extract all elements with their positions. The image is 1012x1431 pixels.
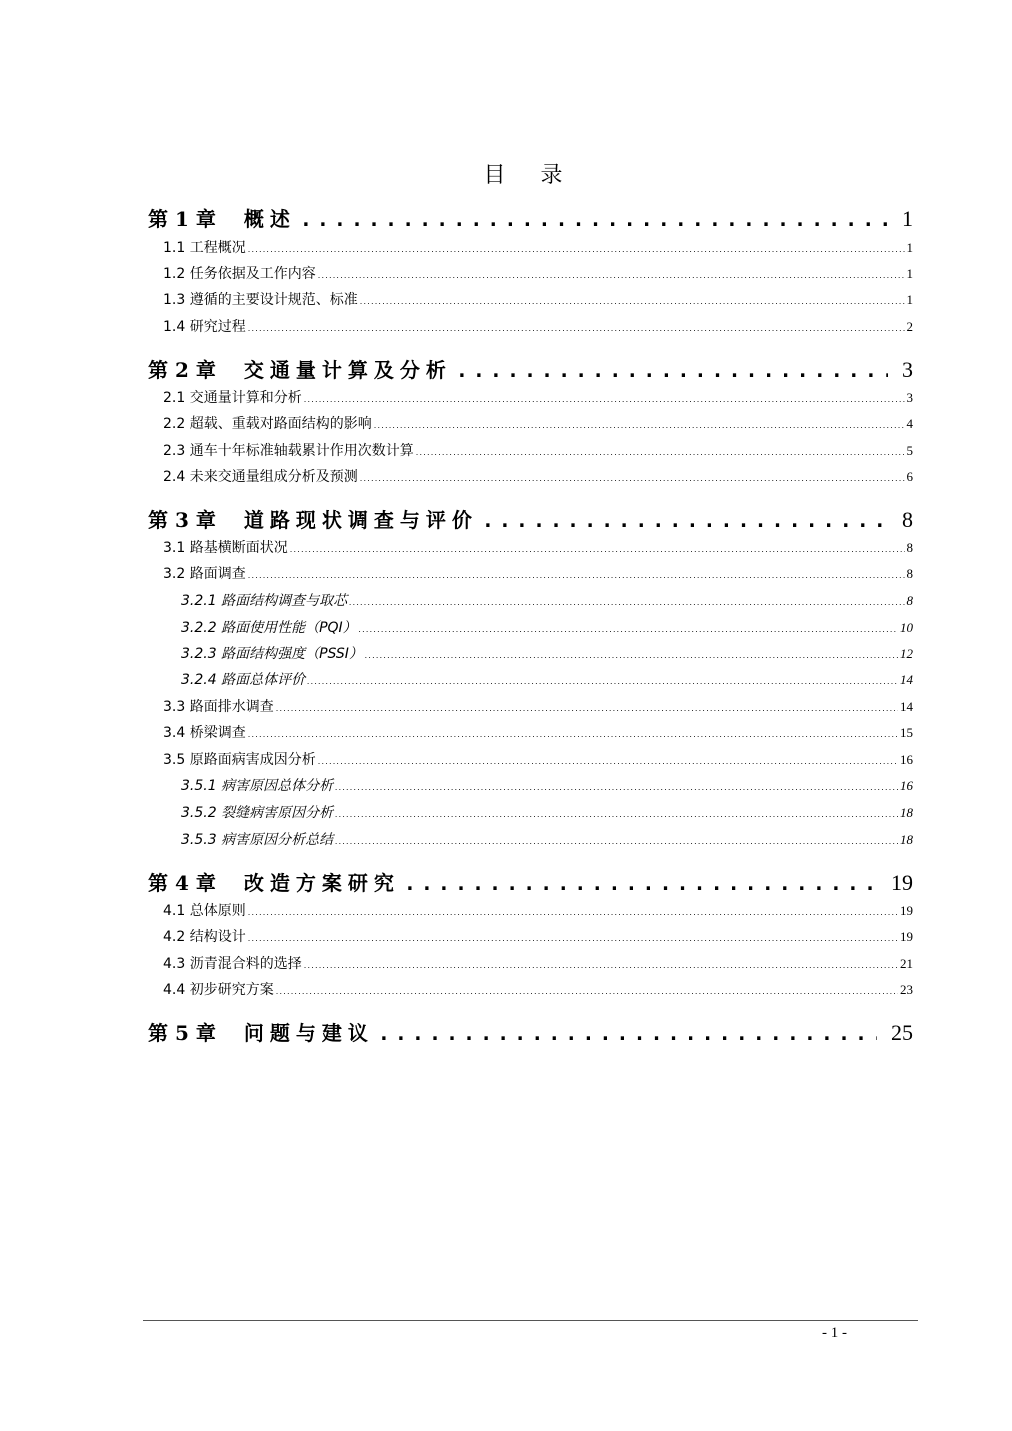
dot-leader bbox=[360, 474, 905, 483]
chapter-title: 交通量计算及分析 bbox=[243, 358, 452, 382]
entry-page-number: 19 bbox=[900, 903, 913, 918]
entry-page-number: 3 bbox=[902, 357, 913, 382]
toc-subsection-entry[interactable] bbox=[181, 802, 913, 824]
entry-title: 4.2 结构设计 bbox=[163, 929, 246, 945]
page-title: 目 录 bbox=[483, 163, 577, 188]
dot-leader bbox=[248, 571, 905, 580]
entry-title: 1.1 工程概况 bbox=[163, 240, 246, 256]
toc-section-entry[interactable] bbox=[163, 537, 913, 559]
entry-page-number: 1 bbox=[902, 206, 913, 231]
toc-subsection-entry[interactable] bbox=[181, 775, 913, 797]
entry-page-number: 19 bbox=[891, 870, 913, 895]
chapter-title: 道路现状调查与评价 bbox=[243, 508, 478, 532]
toc-section-entry[interactable] bbox=[163, 696, 913, 718]
entry-page-number: 4 bbox=[906, 416, 913, 431]
dot-leader bbox=[248, 245, 905, 254]
entry-page-number: 25 bbox=[891, 1020, 913, 1045]
entry-title: 3.2 路面调查 bbox=[163, 566, 246, 582]
toc-chapter-entry[interactable] bbox=[148, 203, 913, 233]
entry-page-number: 16 bbox=[900, 752, 913, 767]
toc-section-entry[interactable] bbox=[163, 387, 913, 409]
toc-subsection-entry[interactable] bbox=[181, 669, 913, 691]
chapter-label: 第 5 章 bbox=[148, 1021, 216, 1045]
dot-leader bbox=[482, 508, 888, 532]
dot-leader bbox=[304, 395, 905, 404]
entry-page-number: 6 bbox=[906, 469, 913, 484]
entry-page-number: 8 bbox=[906, 540, 913, 555]
entry-title: 2.4 未来交通量组成分析及预测 bbox=[163, 469, 358, 485]
toc-subsection-entry[interactable] bbox=[181, 829, 913, 851]
entry-page-number: 16 bbox=[900, 778, 913, 793]
entry-title: 3.2.3 路面结构强度（PSSI） bbox=[181, 646, 363, 662]
dot-leader bbox=[404, 871, 877, 895]
entry-page-number: 12 bbox=[900, 646, 913, 661]
chapter-title: 问题与建议 bbox=[243, 1021, 374, 1045]
entry-title: 1.2 任务依据及工作内容 bbox=[163, 266, 316, 282]
dot-leader bbox=[248, 324, 905, 333]
entry-page-number: 15 bbox=[900, 725, 913, 740]
footer-page-number: - 1 - bbox=[822, 1325, 847, 1341]
entry-title: 3.5 原路面病害成因分析 bbox=[163, 752, 316, 768]
entry-title: 3.5.3 病害原因分析总结 bbox=[181, 832, 334, 848]
dot-leader bbox=[374, 421, 905, 430]
chapter-title: 概述 bbox=[243, 207, 296, 231]
toc-subsection-entry[interactable] bbox=[181, 590, 913, 612]
entry-page-number: 14 bbox=[900, 699, 913, 714]
entry-title: 4.3 沥青混合料的选择 bbox=[163, 956, 302, 972]
dot-leader bbox=[359, 625, 898, 634]
entry-title: 3.2.1 路面结构调查与取芯 bbox=[181, 593, 348, 609]
entry-page-number: 3 bbox=[906, 390, 913, 405]
dot-leader bbox=[335, 837, 898, 846]
toc-chapter-entry[interactable] bbox=[148, 354, 913, 384]
dot-leader bbox=[248, 934, 898, 943]
entry-title: 3.1 路基横断面状况 bbox=[163, 540, 288, 556]
entry-title: 3.3 路面排水调查 bbox=[163, 699, 274, 715]
toc-subsection-entry[interactable] bbox=[181, 643, 913, 665]
entry-title: 3.2.2 路面使用性能（PQI） bbox=[181, 620, 357, 636]
dot-leader bbox=[290, 545, 905, 554]
toc-section-entry[interactable] bbox=[163, 722, 913, 744]
dot-leader bbox=[335, 810, 898, 819]
entry-page-number: 8 bbox=[906, 593, 913, 608]
chapter-label: 第 1 章 bbox=[148, 207, 216, 231]
entry-title: 1.4 研究过程 bbox=[163, 319, 246, 335]
entry-page-number: 23 bbox=[900, 982, 913, 997]
dot-leader bbox=[349, 598, 904, 607]
toc-chapter-entry[interactable] bbox=[148, 1017, 913, 1047]
entry-page-number: 19 bbox=[900, 929, 913, 944]
entry-page-number: 10 bbox=[900, 620, 913, 635]
dot-leader bbox=[307, 677, 898, 686]
toc-section-entry[interactable] bbox=[163, 926, 913, 948]
entry-title: 2.3 通车十年标准轴载累计作用次数计算 bbox=[163, 443, 414, 459]
chapter-label: 第 3 章 bbox=[148, 508, 216, 532]
dot-leader bbox=[300, 207, 888, 231]
entry-title: 4.1 总体原则 bbox=[163, 903, 246, 919]
entry-page-number: 14 bbox=[900, 672, 913, 687]
entry-title: 3.4 桥梁调查 bbox=[163, 725, 246, 741]
toc-section-entry[interactable] bbox=[163, 316, 913, 338]
chapter-label: 第 2 章 bbox=[148, 358, 216, 382]
entry-title: 4.4 初步研究方案 bbox=[163, 982, 274, 998]
entry-title: 1.3 遵循的主要设计规范、标准 bbox=[163, 292, 358, 308]
toc-subsection-entry[interactable] bbox=[181, 617, 913, 639]
dot-leader bbox=[335, 783, 898, 792]
toc-section-entry[interactable] bbox=[163, 289, 913, 311]
entry-page-number: 2 bbox=[906, 319, 913, 334]
dot-leader bbox=[276, 704, 898, 713]
dot-leader bbox=[304, 961, 898, 970]
footer-divider bbox=[143, 1320, 918, 1321]
dot-leader bbox=[318, 757, 898, 766]
entry-page-number: 18 bbox=[900, 832, 913, 847]
toc-section-entry[interactable] bbox=[163, 413, 913, 435]
entry-page-number: 18 bbox=[900, 805, 913, 820]
toc-chapter-entry[interactable] bbox=[148, 504, 913, 534]
dot-leader bbox=[248, 730, 898, 739]
entry-title: 3.2.4 路面总体评价 bbox=[181, 672, 306, 688]
toc-chapter-entry[interactable] bbox=[148, 867, 913, 897]
dot-leader bbox=[365, 651, 898, 660]
dot-leader bbox=[248, 908, 898, 917]
toc-section-entry[interactable] bbox=[163, 749, 913, 771]
entry-page-number: 5 bbox=[906, 443, 913, 458]
dot-leader bbox=[378, 1021, 877, 1045]
entry-page-number: 1 bbox=[906, 266, 913, 281]
chapter-label: 第 4 章 bbox=[148, 871, 216, 895]
entry-title: 3.5.1 病害原因总体分析 bbox=[181, 778, 334, 794]
dot-leader bbox=[456, 358, 888, 382]
dot-leader bbox=[360, 297, 905, 306]
entry-title: 3.5.2 裂缝病害原因分析 bbox=[181, 805, 334, 821]
entry-page-number: 1 bbox=[906, 240, 913, 255]
toc-section-entry[interactable] bbox=[163, 900, 913, 922]
entry-title: 2.1 交通量计算和分析 bbox=[163, 390, 302, 406]
entry-title: 2.2 超载、重载对路面结构的影响 bbox=[163, 416, 372, 432]
chapter-title: 改造方案研究 bbox=[243, 871, 400, 895]
entry-page-number: 8 bbox=[906, 566, 913, 581]
entry-page-number: 8 bbox=[902, 507, 913, 532]
toc-section-entry[interactable] bbox=[163, 563, 913, 585]
toc-section-entry[interactable] bbox=[163, 263, 913, 285]
toc-section-entry[interactable] bbox=[163, 237, 913, 259]
entry-page-number: 21 bbox=[900, 956, 913, 971]
toc-section-entry[interactable] bbox=[163, 953, 913, 975]
dot-leader bbox=[276, 987, 898, 996]
entry-page-number: 1 bbox=[906, 292, 913, 307]
toc-section-entry[interactable] bbox=[163, 979, 913, 1001]
toc-section-entry[interactable] bbox=[163, 440, 913, 462]
toc-section-entry[interactable] bbox=[163, 466, 913, 488]
dot-leader bbox=[416, 448, 905, 457]
dot-leader bbox=[318, 271, 905, 280]
